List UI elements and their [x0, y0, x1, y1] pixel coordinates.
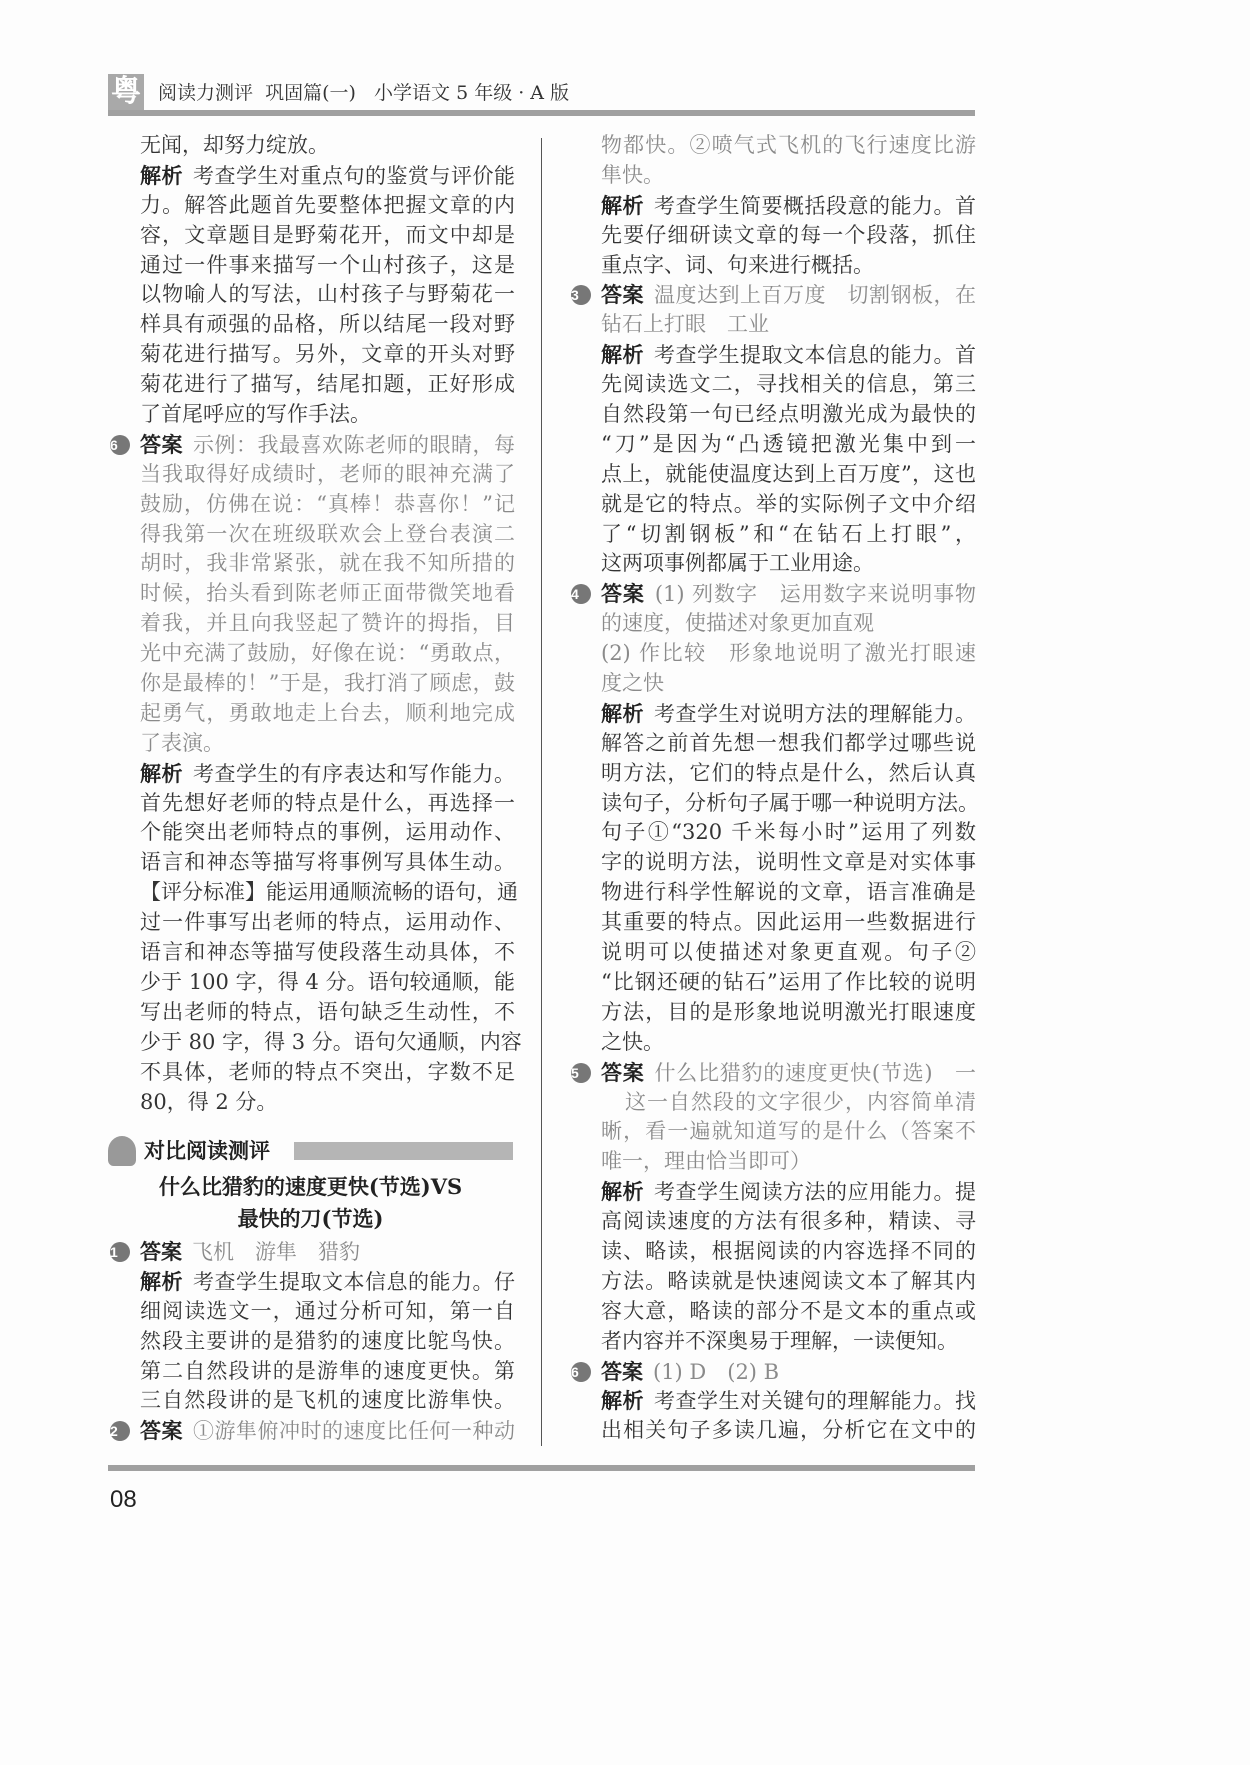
- text-line: [601, 1386, 976, 1416]
- footer-rule: [108, 1465, 975, 1471]
- text-line: [601, 131, 976, 161]
- line-text: 样具有顽强的品格，所以结尾一段对野: [140, 312, 515, 337]
- line-text: 胡时，我非常紧张，就在我不知所措的: [140, 551, 515, 576]
- line-text: 之快。: [601, 1029, 664, 1054]
- text-line: [110, 1416, 515, 1446]
- text-line: [140, 1357, 515, 1387]
- analysis-label: 解析: [140, 1268, 183, 1294]
- line-text: 明方法，它们的特点是什么，然后认真: [601, 760, 976, 785]
- answer-label: 答案: [140, 431, 183, 457]
- text-line: [601, 340, 976, 370]
- line-text: 温度达到上百万度 切割钢板，在: [654, 283, 976, 308]
- line-text: 晰，看一遍就知道写的是什么（答案不: [601, 1119, 976, 1144]
- line-text: 这一自然段的文字很少，内容简单清: [625, 1089, 976, 1114]
- analysis-label: 解析: [140, 760, 183, 786]
- line-text: 少于 100 字，得 4 分。语句较通顺，能: [140, 969, 515, 994]
- line-text: 然段主要讲的是猎豹的速度比鸵鸟快。: [140, 1328, 515, 1353]
- line-text: 菊花进行了描写，结尾扣题，正好形成: [140, 372, 515, 397]
- text-line: [140, 310, 515, 340]
- text-line: [601, 639, 976, 669]
- line-text: 者内容并不深奥易于理解，一读便知。: [601, 1328, 958, 1353]
- line-text: 考查学生简要概括段意的能力。首: [654, 193, 976, 218]
- left-column-top: [110, 131, 522, 1117]
- text-line: [140, 1058, 515, 1088]
- text-line: [601, 789, 979, 819]
- line-text: 考查学生提取文本信息的能力。首: [654, 343, 976, 368]
- left-column-bottom: [110, 1237, 515, 1446]
- question-number-badge: 1: [110, 1242, 130, 1262]
- text-line: [140, 1028, 522, 1058]
- text-line: [140, 848, 515, 878]
- line-text: 容，文章题目是野菊花开，而文中却是: [140, 222, 515, 247]
- text-line: [601, 520, 976, 550]
- line-text: 不具体，老师的特点不突出，字数不足: [140, 1059, 515, 1084]
- line-text: 着我，并且向我竖起了赞许的拇指，目: [140, 611, 515, 636]
- page-number: 08: [110, 1486, 137, 1513]
- analysis-label: 解析: [601, 700, 644, 726]
- text-line: [601, 1028, 976, 1058]
- text-line: [601, 848, 976, 878]
- text-line: [140, 131, 515, 161]
- line-text: 个能突出老师特点的事例，运用动作、: [140, 820, 515, 845]
- text-line: [601, 430, 976, 460]
- region-badge: 粤: [108, 74, 144, 110]
- line-text: 考查学生阅读方法的应用能力。提: [654, 1180, 976, 1205]
- text-line: [601, 1207, 976, 1237]
- text-line: [140, 789, 515, 819]
- answer-label: 答案: [140, 1418, 183, 1444]
- line-text: 考查学生提取文本信息的能力。仔: [193, 1269, 515, 1294]
- text-line: [601, 310, 976, 340]
- line-text: (1) 列数字 运用数字来说明事物: [654, 582, 977, 607]
- text-line: [140, 490, 515, 520]
- line-text: 了表演。: [140, 730, 224, 755]
- line-text: 物进行科学性解说的文章，语言准确是: [601, 880, 976, 905]
- line-text: 物都快。②喷气式飞机的飞行速度比游: [601, 133, 976, 157]
- text-line: [601, 609, 976, 639]
- text-line: [601, 998, 976, 1028]
- text-line: [601, 818, 976, 848]
- line-text: 通过一件事来描写一个山村孩子，这是: [140, 252, 515, 277]
- line-text: 重点字、词、句来进行概括。: [601, 252, 874, 277]
- line-text: 就是它的特点。举的实际例子文中介绍: [601, 491, 976, 516]
- text-line: [140, 549, 515, 579]
- analysis-label: 解析: [140, 162, 183, 188]
- text-line: [571, 1058, 976, 1088]
- text-line: [601, 938, 976, 968]
- text-line: [601, 908, 976, 938]
- line-text: 80，得 2 分。: [140, 1089, 278, 1114]
- line-text: 考查学生对说明方法的理解能力。: [654, 701, 976, 726]
- line-text: 过一件事写出老师的特点，运用动作、: [140, 910, 515, 935]
- line-text: 鼓励，仿佛在说：“真棒！恭喜你！”记: [140, 491, 515, 516]
- text-line: [601, 370, 976, 400]
- line-text: “比钢还硬的钻石”运用了作比较的说明: [601, 969, 976, 994]
- line-text: 隼快。: [601, 162, 664, 187]
- line-text: 考查学生的有序表达和写作能力。: [193, 761, 515, 786]
- text-line: [140, 460, 515, 490]
- text-line: [140, 1267, 515, 1297]
- text-line: [601, 878, 976, 908]
- text-line: [571, 280, 976, 310]
- line-text: 自然段第一句已经点明激光成为最快的: [601, 402, 976, 427]
- text-line: [140, 191, 515, 221]
- text-line: [140, 520, 515, 550]
- line-text: 时候，抬头看到陈老师正面带微笑地看: [140, 581, 515, 606]
- analysis-label: 解析: [601, 1179, 644, 1205]
- text-line: [601, 968, 976, 998]
- right-column: [571, 131, 979, 1446]
- line-text: 考查学生对重点句的鉴赏与评价能: [193, 163, 515, 188]
- text-line: [140, 370, 515, 400]
- line-text: 光中充满了鼓励，好像在说：“勇敢点，: [140, 641, 515, 666]
- text-line: [601, 1267, 976, 1297]
- text-line: [601, 549, 976, 579]
- header-rule: [108, 110, 975, 116]
- text-line: [140, 1297, 515, 1327]
- text-line: [140, 639, 515, 669]
- reader-mascot-icon: [108, 1136, 136, 1166]
- text-line: [140, 1088, 515, 1118]
- text-line: [140, 609, 515, 639]
- text-line: [571, 1357, 976, 1387]
- text-line: [140, 400, 515, 430]
- line-text: 这两项事例都属于工业用途。: [601, 551, 874, 576]
- text-line: [140, 818, 515, 848]
- line-text: 考查学生对关键句的理解能力。找: [654, 1389, 976, 1414]
- text-line: [601, 1088, 976, 1118]
- line-text: 第二自然段讲的是游隼的速度更快。第: [140, 1358, 515, 1383]
- question-number-badge: 4: [571, 584, 591, 604]
- line-text: 方法。略读就是快速阅读文本了解其内: [601, 1268, 976, 1293]
- line-text: 什么比猎豹的速度更快(节选) 一: [654, 1060, 976, 1085]
- line-text: 当我取得好成绩时，老师的眼神充满了: [140, 461, 515, 486]
- text-line: [140, 221, 515, 251]
- line-text: 唯一，理由恰当即可）: [601, 1149, 811, 1174]
- line-text: 先要仔细研读文章的每一个段落，抓住: [601, 222, 976, 247]
- line-text: (1) D (2) B: [653, 1359, 780, 1384]
- line-text: 解答之前首先想一想我们都学过哪些说: [601, 730, 976, 755]
- text-line: [601, 1117, 976, 1147]
- text-line: [601, 699, 976, 729]
- text-line: [140, 1386, 515, 1416]
- text-line: [140, 280, 515, 310]
- line-text: 以物喻人的写法，山村孩子与野菊花一: [140, 282, 515, 307]
- line-text: 度之快: [601, 671, 664, 696]
- line-text: 细阅读选文一，通过分析可知，第一自: [140, 1298, 515, 1323]
- text-line: [140, 340, 515, 370]
- question-number-badge: 5: [571, 1063, 591, 1083]
- line-text: 得我第一次在班级联欢会上登台表演二: [140, 521, 515, 546]
- line-text: 钻石上打眼 工业: [601, 312, 769, 337]
- answer-label: 答案: [601, 282, 644, 308]
- text-line: [601, 460, 976, 490]
- text-line: [601, 669, 976, 699]
- line-text: ①游隼俯冲时的速度比任何一种动: [193, 1419, 515, 1444]
- line-text: 三自然段讲的是飞机的速度比游隼快。: [140, 1388, 515, 1413]
- line-text: 了“切割钢板”和“在钻石上打眼”，: [601, 521, 976, 546]
- text-line: [601, 1147, 976, 1177]
- question-number-badge: 6: [571, 1362, 591, 1382]
- line-text: 你是最棒的！”于是，我打消了顾虑，鼓: [140, 671, 515, 696]
- text-line: [601, 400, 976, 430]
- line-text: 飞机 游隼 猎豹: [192, 1240, 360, 1264]
- section-bar: [294, 1142, 513, 1160]
- text-line: [601, 221, 976, 251]
- text-line: [140, 699, 515, 729]
- line-text: 高阅读速度的方法有很多种，精读、寻: [601, 1209, 976, 1234]
- analysis-label: 解析: [601, 342, 644, 368]
- line-text: 【评分标准】能运用通顺流畅的语句，通: [140, 880, 518, 905]
- line-text: 字的说明方法，说明性文章是对实体事: [601, 850, 976, 875]
- line-text: 的速度，使描述对象更加直观: [601, 611, 874, 636]
- line-text: 写出老师的特点，语句缺乏生动性，不: [140, 999, 515, 1024]
- text-line: [140, 878, 518, 908]
- line-text: 语言和神态等描写使段落生动具体，不: [140, 940, 515, 965]
- line-text: (2) 作比较 形象地说明了激光打眼速: [601, 641, 976, 666]
- line-text: 出相关句子多读几遍，分析它在文中的: [601, 1418, 976, 1443]
- line-text: “刀”是因为“凸透镜把激光集中到一: [601, 431, 976, 456]
- line-text: 力。解答此题首先要整体把握文章的内: [140, 192, 515, 217]
- text-line: [601, 161, 976, 191]
- question-number-badge: 6: [110, 435, 130, 455]
- column-divider: [541, 138, 542, 1446]
- line-text: 少于 80 字，得 3 分。语句欠通顺，内容: [140, 1029, 522, 1054]
- text-line: [601, 1297, 976, 1327]
- line-text: 读句子，分析句子属于哪一种说明方法。: [601, 790, 979, 815]
- question-number-badge: 2: [110, 1421, 130, 1441]
- text-line: [140, 161, 515, 191]
- text-line: [140, 998, 515, 1028]
- section-header: [108, 1136, 513, 1166]
- answer-label: 答案: [140, 1239, 182, 1264]
- text-line: [140, 968, 515, 998]
- article-title-line1: 什么比猎豹的速度更快(节选)VS: [158, 1174, 463, 1199]
- text-line: [140, 759, 515, 789]
- line-text: 说明可以使描述对象更直观。句子②: [601, 940, 976, 965]
- running-header: 阅读力测评 巩固篇(一) 小学语文 5 年级 · A 版: [158, 82, 570, 104]
- text-line: [601, 1177, 976, 1207]
- line-text: 容大意，略读的部分不是文本的重点或: [601, 1298, 976, 1323]
- line-text: 菊花进行描写。另外，文章的开头对野: [140, 342, 515, 367]
- line-text: 示例：我最喜欢陈老师的眼睛，每: [193, 432, 515, 457]
- text-line: [140, 938, 515, 968]
- line-text: 方法，目的是形象地说明激光打眼速度: [601, 999, 976, 1024]
- text-line: [140, 729, 515, 759]
- text-line: [571, 579, 977, 609]
- line-text: 点上，就能使温度达到上百万度”，这也: [601, 461, 976, 486]
- text-line: [601, 1416, 976, 1446]
- line-text: 起勇气，勇敢地走上台去，顺利地完成: [140, 700, 515, 725]
- analysis-label: 解析: [601, 1388, 644, 1414]
- text-line: [601, 1327, 976, 1357]
- line-text: 无闻，却努力绽放。: [140, 133, 329, 157]
- question-number-badge: 3: [571, 285, 591, 305]
- text-line: [140, 908, 515, 938]
- line-text: 语言和神态等描写将事例写具体生动。: [140, 850, 515, 875]
- text-line: [601, 759, 976, 789]
- answer-label: 答案: [601, 581, 645, 607]
- section-label: 对比阅读测评: [144, 1138, 270, 1163]
- text-line: [601, 191, 976, 221]
- article-title-line2: 最快的刀(节选): [237, 1206, 384, 1231]
- text-line: [601, 251, 976, 281]
- text-line: [601, 490, 976, 520]
- line-text: 了首尾呼应的写作手法。: [140, 402, 371, 427]
- text-line: [140, 1327, 515, 1357]
- text-line: [140, 669, 515, 699]
- analysis-label: 解析: [601, 192, 644, 218]
- text-line: [110, 430, 515, 460]
- text-line: [140, 251, 515, 281]
- line-text: 首先想好老师的特点是什么，再选择一: [140, 790, 515, 815]
- line-text: 读、略读，根据阅读的内容选择不同的: [601, 1238, 976, 1263]
- text-line: [140, 579, 515, 609]
- line-text: 其重要的特点。因此运用一些数据进行: [601, 910, 976, 935]
- text-line: [601, 1237, 976, 1267]
- line-text: 先阅读选文二，寻找相关的信息，第三: [601, 372, 976, 397]
- answer-label: 答案: [601, 1059, 645, 1085]
- text-line: [110, 1237, 515, 1267]
- answer-label: 答案: [601, 1358, 643, 1384]
- text-line: [601, 729, 976, 759]
- line-text: 句子①“320 千米每小时”运用了列数: [601, 820, 976, 845]
